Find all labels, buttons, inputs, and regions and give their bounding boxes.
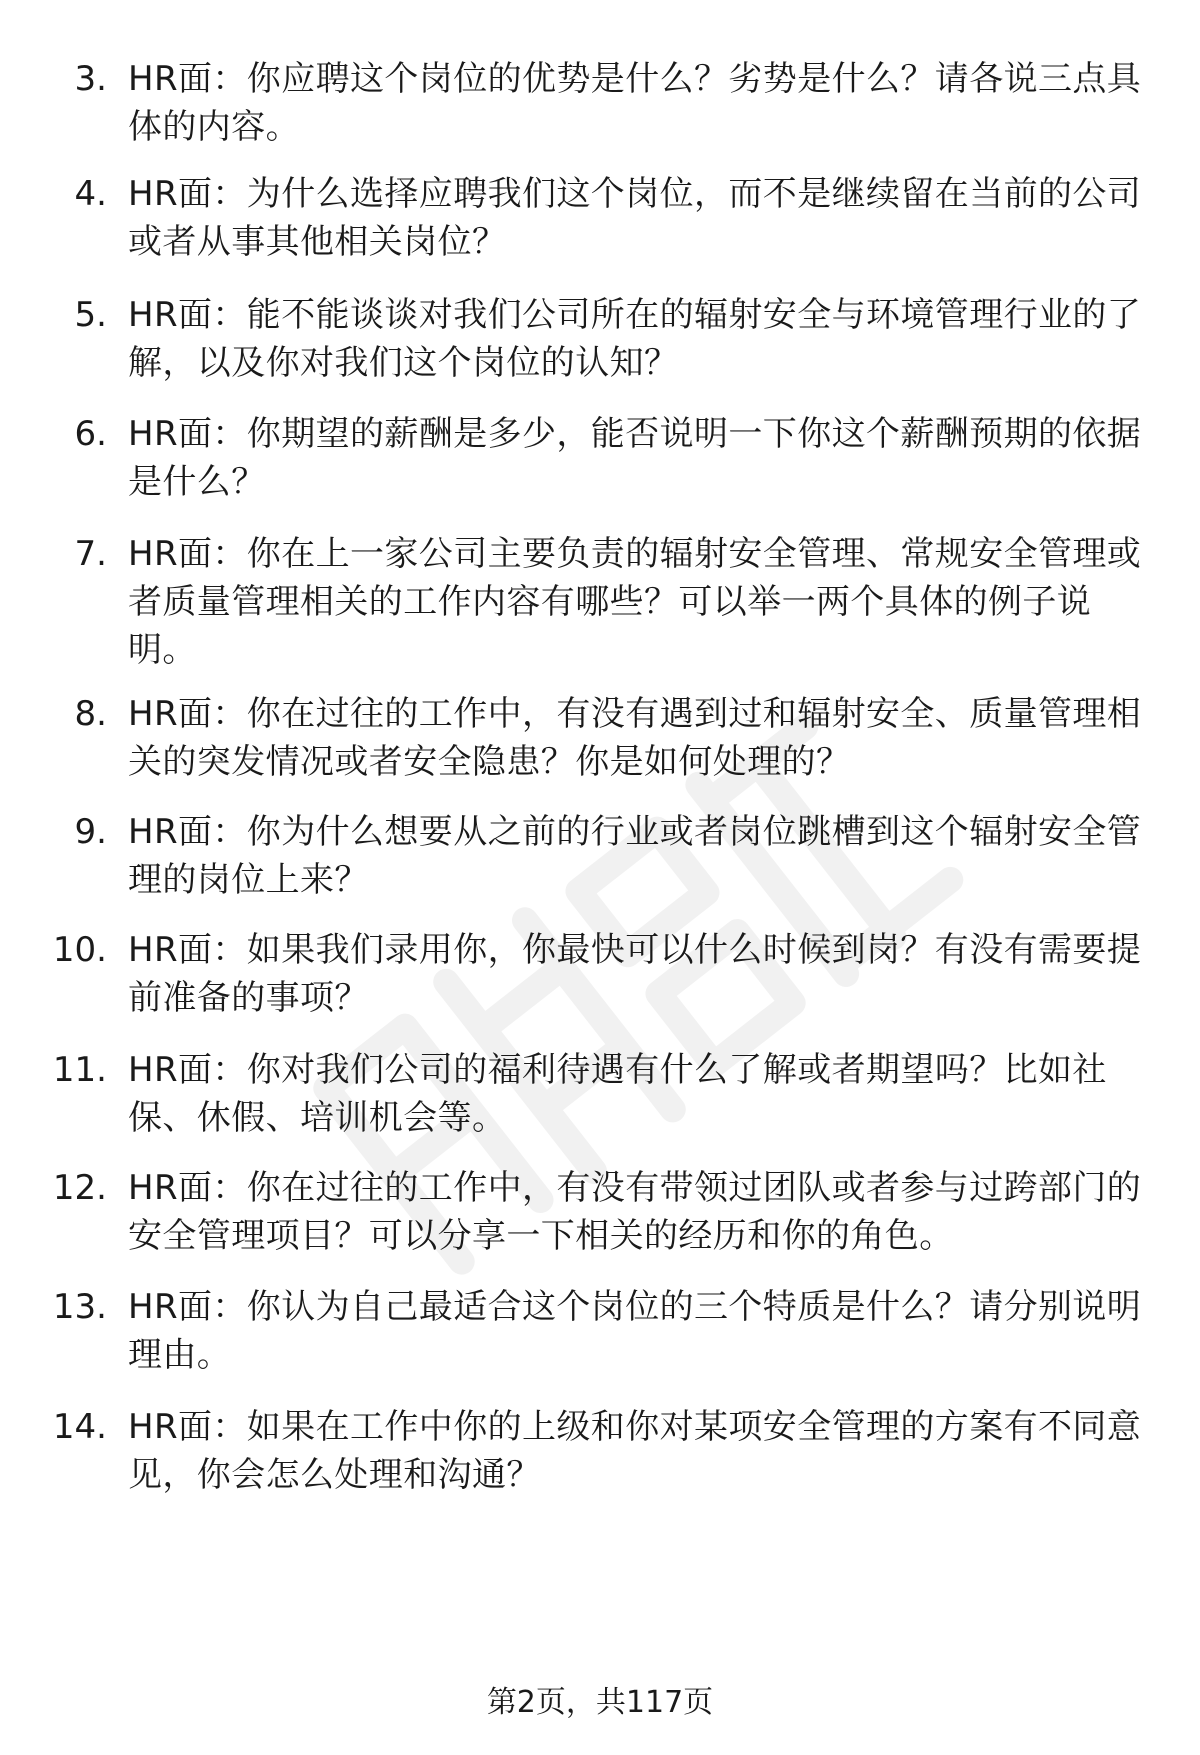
question-number: 5.	[74, 295, 107, 335]
question-text: HR面：为什么选择应聘我们这个岗位，而不是继续留在当前的公司或者从事其他相关岗位？	[128, 174, 1142, 262]
question-number: 6.	[74, 414, 107, 454]
question-number: 11.	[52, 1050, 107, 1090]
question-number: 4.	[74, 174, 107, 214]
question-text: HR面：能不能谈谈对我们公司所在的辐射安全与环境管理行业的了解，以及你对我们这个岗位的认知？	[128, 295, 1142, 383]
question-text: HR面：你认为自己最适合这个岗位的三个特质是什么？请分别说明理由。	[128, 1287, 1142, 1375]
question-text: HR面：如果我们录用你，你最快可以什么时候到岗？有没有需要提前准备的事项？	[128, 930, 1142, 1018]
question-text: HR面：你在过往的工作中，有没有遇到过和辐射安全、质量管理相关的突发情况或者安全隐患？你是如何处理的？	[128, 694, 1142, 782]
question-text: HR面：你应聘这个岗位的优势是什么？劣势是什么？请各说三点具体的内容。	[128, 59, 1142, 147]
page-number-footer: 第2页，共117页	[486, 1685, 714, 1720]
question-text: HR面：你为什么想要从之前的行业或者岗位跳槽到这个辐射安全管理的岗位上来？	[128, 812, 1142, 900]
question-number: 3.	[74, 59, 107, 99]
question-text: HR面：你对我们公司的福利待遇有什么了解或者期望吗？比如社保、休假、培训机会等。	[128, 1050, 1107, 1138]
question-text: HR面：如果在工作中你的上级和你对某项安全管理的方案有不同意见，你会怎么处理和沟通？	[128, 1407, 1142, 1495]
question-text: HR面：你在上一家公司主要负责的辐射安全管理、常规安全管理或者质量管理相关的工作内容有哪些？可以举一两个具体的例子说明。	[128, 534, 1142, 670]
question-number: 13.	[52, 1287, 107, 1327]
question-number: 10.	[52, 930, 107, 970]
question-number: 7.	[74, 534, 107, 574]
question-number: 8.	[74, 694, 107, 734]
question-text: HR面：你期望的薪酬是多少，能否说明一下你这个薪酬预期的依据是什么？	[128, 414, 1142, 502]
question-text: HR面：你在过往的工作中，有没有带领过团队或者参与过跨部门的安全管理项目？可以分享一下相关的经历和你的角色。	[128, 1168, 1142, 1256]
question-number: 14.	[52, 1407, 107, 1447]
question-number: 9.	[74, 812, 107, 852]
question-number: 12.	[52, 1168, 107, 1208]
